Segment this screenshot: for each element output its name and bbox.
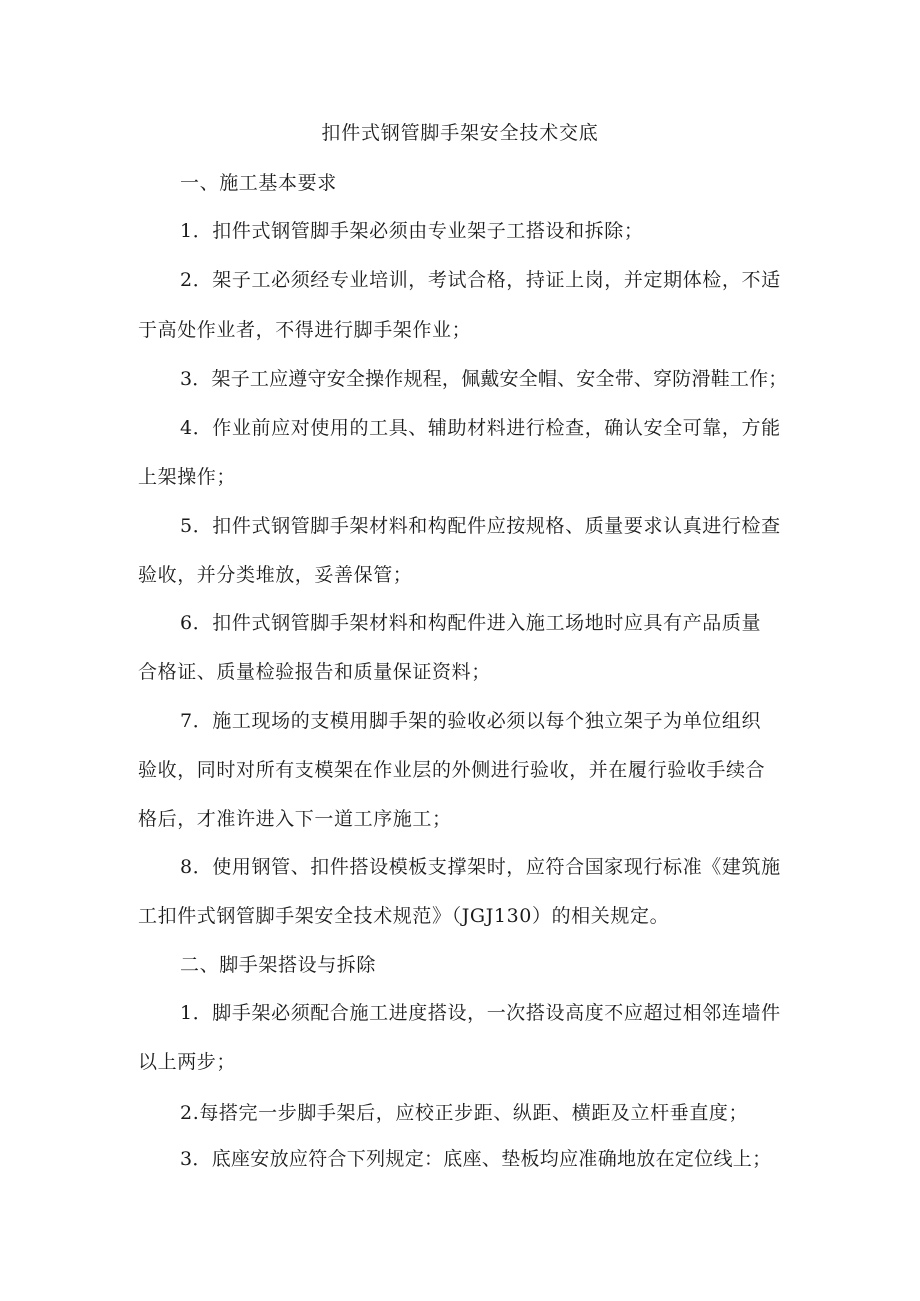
item-1-6-line-2: 合格证、质量检验报告和质量保证资料； (138, 661, 491, 683)
item-1-4-line-2: 上架操作； (138, 466, 237, 488)
page-title: 扣件式钢管脚手架安全技术交底 (321, 122, 599, 144)
item-1-7-line-1: 7．施工现场的支模用脚手架的验收必须以每个独立架子为单位组织 (180, 710, 762, 732)
item-1-3: 3．架子工应遵守安全操作规程，佩戴安全帽、安全带、穿防滑鞋工作； (180, 368, 788, 390)
item-1-4-line-1: 4．作业前应对使用的工具、辅助材料进行检查，确认安全可靠，方能 (180, 417, 781, 439)
section-heading-2: 二、脚手架搭设与拆除 (180, 954, 377, 976)
item-2-2: 2.每搭完一步脚手架后，应校正步距、纵距、横距及立杆垂直度； (180, 1102, 749, 1124)
item-1-1: 1．扣件式钢管脚手架必须由专业架子工搭设和拆除； (180, 220, 644, 242)
item-1-8-line-2: 工扣件式钢管脚手架安全技术规范》（JGJ130）的相关规定。 (138, 905, 670, 927)
item-1-5-line-1: 5．扣件式钢管脚手架材料和构配件应按规格、质量要求认真进行检查 (180, 515, 781, 537)
item-1-2-line-1: 2．架子工必须经专业培训，考试合格，持证上岗，并定期体检，不适 (180, 269, 781, 291)
section-heading-1: 一、施工基本要求 (180, 172, 337, 194)
item-2-3: 3．底座安放应符合下列规定：底座、垫板均应准确地放在定位线上； (180, 1148, 772, 1170)
item-1-7-line-3: 格后，才准许进入下一道工序施工； (138, 808, 452, 830)
item-2-1-line-2: 以上两步； (138, 1051, 237, 1073)
item-1-2-line-2: 于高处作业者，不得进行脚手架作业； (138, 319, 472, 341)
item-1-6-line-1: 6．扣件式钢管脚手架材料和构配件进入施工场地时应具有产品质量 (180, 612, 762, 634)
item-1-7-line-2: 验收，同时对所有支模架在作业层的外侧进行验收，并在履行验收手续合 (138, 759, 766, 781)
item-2-1-line-1: 1．脚手架必须配合施工进度搭设，一次搭设高度不应超过相邻连墙件 (180, 1002, 781, 1024)
item-1-5-line-2: 验收，并分类堆放，妥善保管； (138, 564, 413, 586)
item-1-8-line-1: 8．使用钢管、扣件搭设模板支撑架时，应符合国家现行标准《建筑施 (180, 856, 781, 878)
